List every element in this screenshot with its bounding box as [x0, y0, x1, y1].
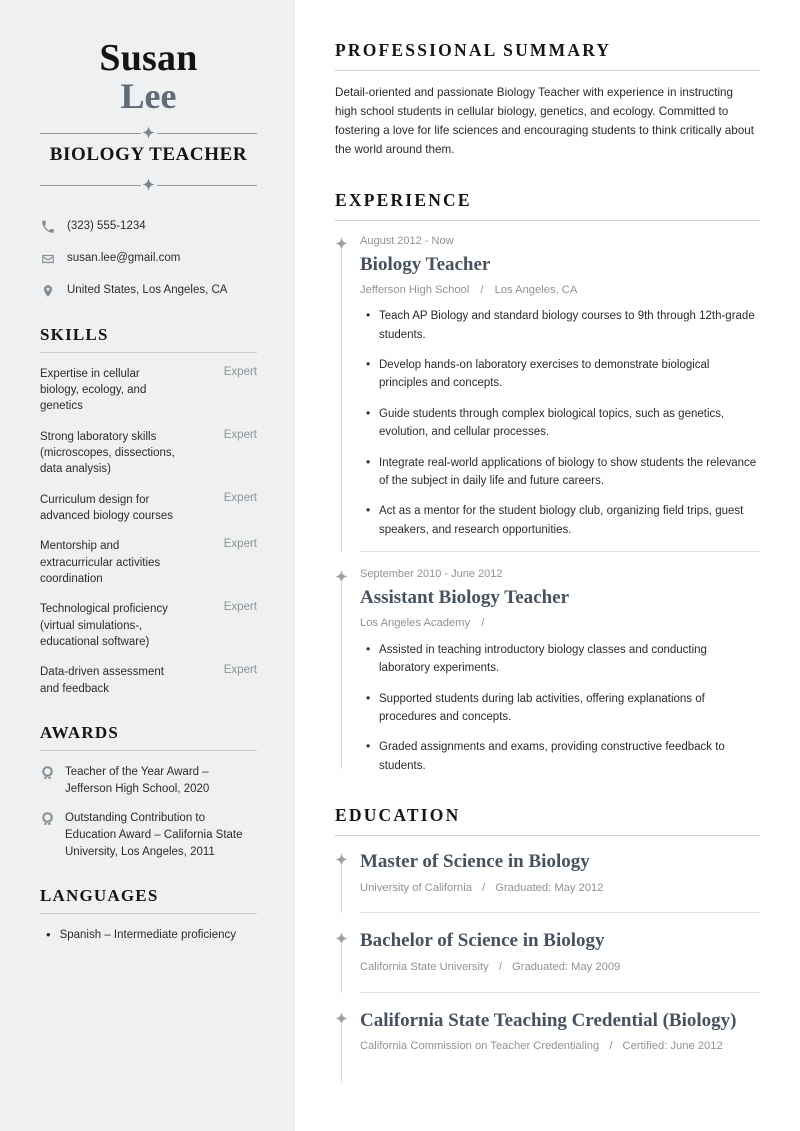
sparkle-icon — [141, 125, 157, 141]
timeline-line — [341, 943, 342, 992]
skill-item — [40, 492, 257, 525]
skill-item — [40, 538, 257, 587]
education-item — [335, 929, 760, 992]
education-school: California State University — [360, 961, 489, 974]
bullet-item: • Assisted in teaching introductory biology classes and conducting laboratory experiments. — [379, 641, 760, 678]
contact-phone[interactable] — [40, 219, 257, 235]
location-pin-icon — [40, 283, 56, 299]
contact-list — [40, 219, 257, 299]
experience-company: Jefferson High School — [360, 283, 470, 296]
summary-text: Detail-oriented and passionate Biology Teacher with experience in instructing high school students in cellular biology, genetics, and ecology. Committed to fostering a love for life sciences and encouraging students to think critically about the world around them. — [335, 86, 755, 156]
education-meta — [360, 881, 760, 896]
last-name: Lee — [120, 76, 177, 117]
experience-heading: EXPERIENCE — [335, 189, 472, 210]
skill-level: Expert — [223, 664, 257, 677]
timeline-line — [341, 1023, 342, 1082]
experience-timeline — [335, 235, 760, 775]
skill-level: Expert — [223, 601, 257, 614]
education-meta — [360, 1039, 760, 1054]
sidebar — [0, 0, 295, 1131]
skill-item — [40, 366, 257, 415]
awards-list — [40, 764, 257, 860]
bullet-item: • Integrate real-world applications of biology to show students the relevance of the subject in daily life and future careers. — [379, 454, 760, 491]
experience-title: Biology Teacher — [360, 254, 491, 275]
experience-company: Los Angeles Academy — [360, 617, 471, 630]
experience-bullets — [360, 641, 760, 775]
bullet-item: • Graded assignments and exams, providing constructive feedback to students. — [379, 738, 760, 775]
name-block — [40, 38, 257, 117]
bullet-item: • Act as a mentor for the student biology club, organizing field trips, guest speakers, and research opportunities. — [379, 502, 760, 539]
languages-heading: LANGUAGES — [40, 886, 159, 906]
award-item — [40, 764, 257, 797]
education-rule — [335, 835, 760, 836]
skill-item — [40, 601, 257, 650]
skill-name: Curriculum design for advanced biology courses — [40, 493, 173, 522]
skill-name: Mentorship and extracurricular activities coordination — [40, 540, 161, 585]
education-school: University of California — [360, 881, 472, 894]
experience-item — [335, 568, 760, 775]
experience-location: Los Angeles, CA — [494, 283, 578, 296]
skill-level: Expert — [223, 491, 257, 504]
education-meta — [360, 960, 760, 975]
bullet-item: • Develop hands-on laboratory exercises to demonstrate biological principles and concepts. — [379, 356, 760, 393]
education-section — [335, 805, 760, 1082]
experience-meta — [360, 283, 760, 298]
timeline-line — [341, 581, 342, 769]
sparkle-icon — [141, 177, 157, 193]
experience-title: Assistant Biology Teacher — [360, 587, 570, 609]
skill-name: Technological proficiency (virtual simulations-, educational software) — [40, 603, 168, 648]
skill-item — [40, 429, 257, 478]
languages-rule — [40, 913, 257, 914]
main-content — [295, 0, 800, 1131]
education-title: Master of Science in Biology — [360, 851, 590, 873]
education-item — [335, 850, 760, 913]
meta-separator: / — [480, 283, 484, 296]
timeline-line — [341, 248, 342, 552]
headline: BIOLOGY TEACHER — [49, 143, 248, 165]
education-detail: Graduated: May 2012 — [495, 881, 604, 894]
skill-name: Data-driven assessment and feedback — [40, 666, 164, 695]
education-divider — [360, 912, 760, 913]
phone-value: (323) 555-1234 — [67, 220, 146, 233]
award-item — [40, 810, 257, 860]
award-text: Teacher of the Year Award – Jefferson High School, 2020 — [65, 765, 210, 795]
languages-list — [40, 927, 257, 943]
skill-level: Expert — [223, 538, 257, 551]
awards-heading: AWARDS — [40, 722, 119, 742]
bullet-item: • Guide students through complex biological topics, such as genetics, evolution, and cellular processes. — [379, 405, 760, 442]
email-value: susan.lee@gmail.com — [67, 252, 181, 265]
language-item — [46, 927, 257, 943]
summary-rule — [335, 70, 760, 71]
phone-icon — [40, 219, 56, 235]
timeline-line — [341, 864, 342, 913]
experience-date: September 2010 - June 2012 — [360, 568, 503, 581]
education-heading: EDUCATION — [335, 805, 461, 826]
experience-divider — [360, 551, 760, 552]
education-school: California Commission on Teacher Credentialing — [360, 1040, 600, 1053]
experience-rule — [335, 220, 760, 221]
education-title: Bachelor of Science in Biology — [360, 930, 605, 952]
education-timeline — [335, 850, 760, 1082]
award-medal-icon — [40, 765, 55, 780]
email-icon — [40, 251, 56, 267]
bullet-icon: • — [46, 927, 51, 943]
skill-item — [40, 664, 257, 697]
award-text: Outstanding Contribution to Education Award – California State University, Los Angeles, 2011 — [65, 812, 243, 858]
location-value: United States, Los Angeles, CA — [67, 284, 228, 297]
education-title: California State Teaching Credential (Biology) — [360, 1009, 737, 1031]
skill-name: Strong laboratory skills (microscopes, dissections, data analysis) — [40, 430, 175, 476]
skills-rule — [40, 352, 257, 353]
meta-separator: / — [498, 961, 502, 974]
experience-bullets — [360, 307, 760, 539]
award-medal-icon — [40, 811, 55, 826]
experience-meta — [360, 616, 760, 631]
meta-separator: / — [481, 617, 485, 630]
awards-rule — [40, 750, 257, 751]
experience-item — [335, 235, 760, 552]
language-text: Spanish – Intermediate proficiency — [59, 929, 236, 942]
bullet-item: • Supported students during lab activities, offering explanations of procedures and concepts. — [379, 690, 760, 727]
first-name: Susan — [99, 37, 198, 79]
education-divider — [360, 992, 760, 993]
skills-list — [40, 366, 257, 697]
experience-section — [335, 190, 760, 775]
skill-level: Expert — [223, 428, 257, 441]
education-item — [335, 1009, 760, 1082]
summary-heading: PROFESSIONAL SUMMARY — [335, 40, 612, 60]
skills-heading: SKILLS — [40, 324, 109, 344]
skill-level: Expert — [223, 365, 257, 378]
experience-date: August 2012 - Now — [360, 234, 454, 247]
education-detail: Certified: June 2012 — [622, 1040, 723, 1053]
skill-name: Expertise in cellular biology, ecology, and genetics — [40, 367, 147, 413]
divider-bottom — [40, 180, 257, 190]
meta-separator: / — [609, 1040, 613, 1053]
contact-location[interactable] — [40, 283, 257, 299]
divider-top — [40, 128, 257, 138]
meta-separator: / — [482, 881, 486, 894]
contact-email[interactable] — [40, 251, 257, 267]
education-detail: Graduated: May 2009 — [512, 961, 621, 974]
bullet-item: • Teach AP Biology and standard biology courses to 9th through 12th-grade students. — [379, 307, 760, 344]
